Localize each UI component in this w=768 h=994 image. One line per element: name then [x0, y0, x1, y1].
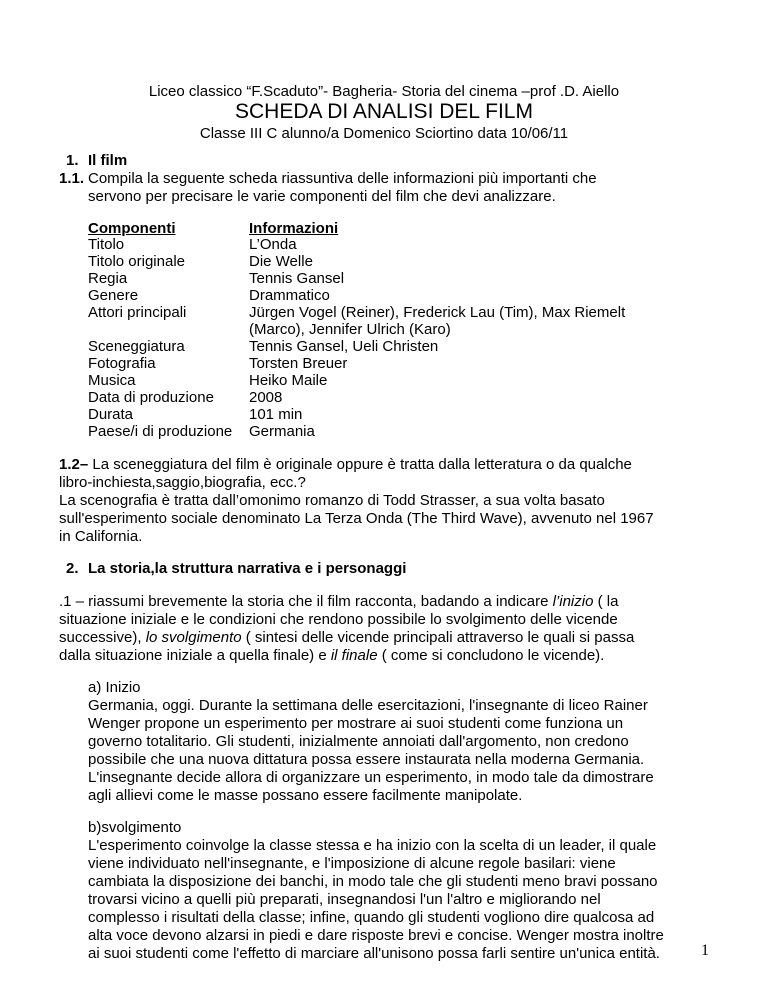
- section-2-intro-line-1: [59, 593, 618, 611]
- section-2-intro-line-4: [59, 647, 604, 665]
- page-number: 1: [701, 942, 709, 959]
- section-2-intro-line-2: situazione iniziale e le condizioni che rendono possibile lo svolgimento delle vicende: [59, 611, 618, 628]
- intro-emphasis-svolgimento: lo svolgimento: [145, 629, 242, 646]
- intro-text: ( la: [593, 593, 619, 610]
- class-student-line: Classe III C alunno/a Domenico Sciortino data 10/06/11: [199, 125, 569, 142]
- svolgimento-line: complesso i risultati della classe; infine, quando gli studenti vogliono dire qualcosa ad: [88, 909, 655, 926]
- row-value: 2008: [249, 389, 283, 406]
- row-label: Durata: [88, 406, 134, 423]
- row-label: Titolo: [88, 236, 125, 253]
- answer-1-2-line-1: La scenografia è tratta dall’omonimo romanzo di Todd Strasser, a sua volta basato: [59, 492, 605, 509]
- intro-text: ( sintesi delle vicende principali attraverso le quali si passa: [241, 629, 635, 646]
- subsection-1-1-text-2: servono per precisare le varie componenti del film che devi analizzare.: [88, 188, 556, 205]
- svolgimento-line: trovarsi vicino a quelli più preparati, insegnandosi l'un l'altro e migliorando nel: [88, 891, 601, 908]
- section-2-number: 2.: [66, 560, 79, 577]
- row-value: Torsten Breuer: [249, 355, 348, 372]
- inizio-line: L'insegnante decide allora di organizzare un esperimento, in modo tale da dimostrare: [88, 769, 654, 786]
- section-1-heading: Il film: [88, 152, 128, 169]
- table-col-information: Informazioni: [249, 220, 339, 237]
- svolgimento-line: cambiata la disposizione dei banchi, in modo tale che gli studenti meno bravi possano: [88, 873, 658, 890]
- intro-text: .1 – riassumi brevemente la storia che il film racconta, badando a indicare: [59, 593, 553, 610]
- row-value: Tennis Gansel: [249, 270, 345, 287]
- row-label: Regia: [88, 270, 128, 287]
- svolgimento-line: viene individuato nell'insegnante, e l'imposizione di alcune regole basilari: viene: [88, 855, 616, 872]
- answer-1-2-line-3: in California.: [59, 528, 143, 545]
- intro-text: successive),: [59, 629, 146, 646]
- row-value-continued: (Marco), Jennifer Ulrich (Karo): [249, 321, 451, 338]
- row-label: Titolo originale: [88, 253, 185, 270]
- row-label: Musica: [88, 372, 136, 389]
- row-label: Paese/i di produzione: [88, 423, 233, 440]
- inizio-line: possibile che una nuova dittatura possa essere instaurata nella moderna Germania.: [88, 751, 645, 768]
- inizio-label: a) Inizio: [88, 679, 141, 696]
- svolgimento-line: alta voce devono alzarsi in piedi e dare risposte brevi e concise. Wenger mostra inoltre: [88, 927, 664, 944]
- row-value: L’Onda: [249, 236, 297, 253]
- row-label: Data di produzione: [88, 389, 214, 406]
- intro-emphasis-finale: il finale: [330, 647, 378, 664]
- question-1-2-line-1: [59, 456, 632, 474]
- svolgimento-label: b)svolgimento: [88, 819, 182, 836]
- school-header: Liceo classico “F.Scaduto”- Bagheria- Storia del cinema –prof .D. Aiello: [148, 83, 620, 100]
- section-2-heading: La storia,la struttura narrativa e i personaggi: [88, 560, 407, 577]
- inizio-line: agli allievi come le masse possano essere facilmente manipolate.: [88, 787, 523, 804]
- svolgimento-line: L'esperimento coinvolge la classe stessa e ha inizio con la scelta di un leader, il quale: [88, 837, 657, 854]
- row-value: Heiko Maile: [249, 372, 328, 389]
- answer-1-2-line-2: sull'esperimento sociale denominato La Terza Onda (The Third Wave), avvenuto nel 1967: [59, 510, 654, 527]
- subsection-1-1-text-1: Compila la seguente scheda riassuntiva delle informazioni più importanti che: [88, 170, 597, 187]
- row-label: Sceneggiatura: [88, 338, 185, 355]
- row-value: 101 min: [249, 406, 303, 423]
- question-1-2-label: 1.2–: [59, 456, 89, 473]
- section-1-number: 1.: [66, 152, 79, 169]
- svolgimento-line: ai suoi studenti come l'effetto di marciare all'unisono possa farli sentire un'unica entità.: [88, 945, 660, 962]
- intro-emphasis-inizio: l’inizio: [552, 593, 594, 610]
- row-label: Attori principali: [88, 304, 187, 321]
- inizio-line: Wenger propone un esperimento per mostrare ai suoi studenti come funziona un: [88, 715, 624, 732]
- row-label: Genere: [88, 287, 139, 304]
- question-1-2-line-2: libro-inchiesta,saggio,biografia, ecc.?: [59, 474, 306, 491]
- document-title: SCHEDA DI ANALISI DEL FILM: [235, 100, 533, 123]
- subsection-1-1-number: 1.1.: [59, 170, 85, 187]
- row-value: Drammatico: [249, 287, 330, 304]
- section-2-intro-line-3: [59, 629, 634, 647]
- intro-text: ( come si concludono le vicende).: [377, 647, 605, 664]
- inizio-line: governo totalitario. Gli studenti, inizialmente annoiati dall'argomento, non credono: [88, 733, 629, 750]
- intro-text: dalla situazione iniziale a quella finale) e: [59, 647, 331, 664]
- row-value: Die Welle: [249, 253, 313, 270]
- row-value: Tennis Gansel, Ueli Christen: [249, 338, 439, 355]
- row-value: Jürgen Vogel (Reiner), Frederick Lau (Tim), Max Riemelt: [249, 304, 626, 321]
- inizio-line: Germania, oggi. Durante la settimana delle esercitazioni, l'insegnante di liceo Rainer: [88, 697, 648, 714]
- row-label: Fotografia: [88, 355, 156, 372]
- row-value: Germania: [249, 423, 315, 440]
- table-col-components: Componenti: [88, 220, 176, 237]
- question-1-2-text: La sceneggiatura del film è originale oppure è tratta dalla letteratura o da qualche: [88, 456, 632, 473]
